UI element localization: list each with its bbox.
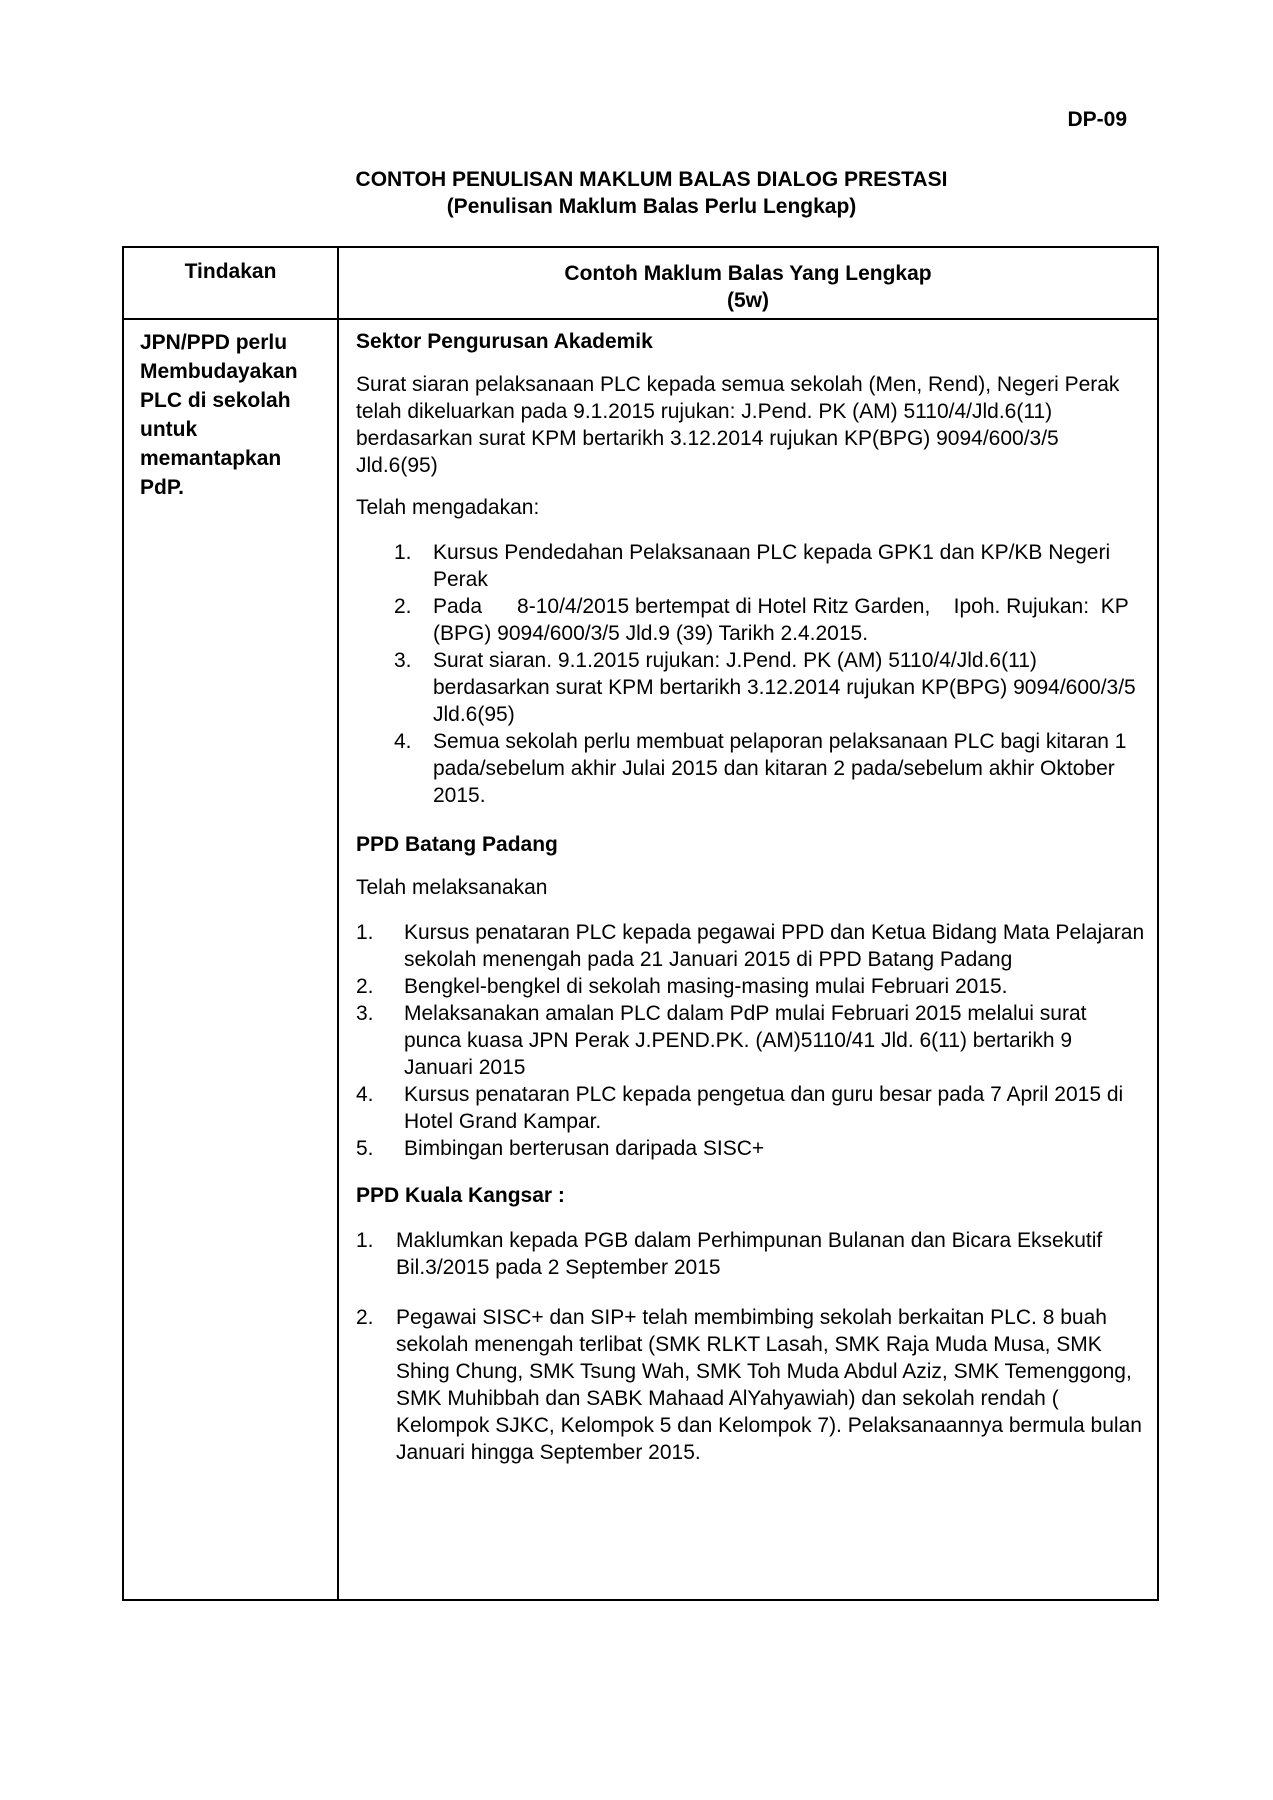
action-cell <box>140 328 330 502</box>
akademik-intro: Telah mengadakan: <box>356 496 540 519</box>
header-divider <box>124 318 1157 320</box>
document-code: DP-09 <box>1067 108 1127 131</box>
akademik-paragraph: Surat siaran pelaksanaan PLC kepada semua sekolah (Men, Rend), Negeri Perak telah dikeluarkan pada 9.1.2015 rujukan: J.Pend. PK (AM) 5110/4/Jld.6(11) berdasarkan surat KPM bertarikh 3.12.2014 rujukan KP(BPG) 9094/600/3/5 Jld.6(95) <box>356 373 1120 477</box>
list-item: 1. Maklumkan kepada PGB dalam Perhimpunan Bulanan dan Bicara Eksekutif Bil.3/2015 pada 2 September 2015 <box>356 1229 1103 1279</box>
header-contoh-maklum-balas <box>339 260 1157 314</box>
kuala-kangsar-list <box>356 1227 1146 1466</box>
action-line: untuk <box>140 418 198 441</box>
title-line-1: CONTOH PENULISAN MAKLUM BALAS DIALOG PRESTASI <box>355 168 948 191</box>
list-item: 3. Surat siaran. 9.1.2015 rujukan: J.Pend. PK (AM) 5110/4/Jld.6(11) berdasarkan surat KPM bertarikh 3.12.2014 rujukan KP(BPG) 9094/600/3/5 Jld.6(95) <box>394 649 1136 726</box>
header-right-line-1: Contoh Maklum Balas Yang Lengkap <box>564 262 932 285</box>
feedback-table <box>122 246 1159 1601</box>
section-title-akademik: Sektor Pengurusan Akademik <box>356 330 653 353</box>
list-item: 3. Melaksanakan amalan PLC dalam PdP mulai Februari 2015 melalui surat punca kuasa JPN Perak J.PEND.PK. (AM)5110/41 Jld. 6(11) bertarikh 9 Januari 2015 <box>356 1002 1087 1079</box>
action-line: PdP. <box>140 476 184 499</box>
list-item: 2. Pegawai SISC+ dan SIP+ telah membimbing sekolah berkaitan PLC. 8 buah sekolah menengah terlibat (SMK RLKT Lasah, SMK Raja Muda Musa, SMK Shing Chung, SMK Tsung Wah, SMK Toh Muda Abdul Aziz, SMK Temenggong, SMK Muhibbah dan SABK Mahaad AlYahyawiah) dan sekolah rendah ( Kelompok SJKC, Kelompok 5 dan Kelompok 7). Pelaksanaannya bermula bulan Januari hingga September 2015. <box>356 1306 1142 1464</box>
list-item: 1. Kursus Pendedahan Pelaksanaan PLC kepada GPK1 dan KP/KB Negeri Perak <box>394 541 1111 591</box>
title-line-2: (Penulisan Maklum Balas Perlu Lengkap) <box>446 195 857 218</box>
action-line: Membudayakan <box>140 360 298 383</box>
list-item: 4. Semua sekolah perlu membuat pelaporan pelaksanaan PLC bagi kitaran 1 pada/sebelum akhir Julai 2015 dan kitaran 2 pada/sebelum akhir Oktober 2015. <box>394 730 1127 807</box>
action-line: PLC di sekolah <box>140 389 291 412</box>
list-item: 5. Bimbingan berterusan daripada SISC+ <box>356 1137 765 1160</box>
header-tindakan: Tindakan <box>184 260 277 283</box>
action-line: memantapkan <box>140 447 282 470</box>
list-item: 2. Pada 8-10/4/2015 bertempat di Hotel Ritz Garden, Ipoh. Rujukan: KP (BPG) 9094/600/3/5 Jld.9 (39) Tarikh 2.4.2015. <box>394 595 1135 645</box>
list-item: 2. Bengkel-bengkel di sekolah masing-masing mulai Februari 2015. <box>356 975 1008 998</box>
akademik-list <box>356 539 1146 809</box>
list-item: 1. Kursus penataran PLC kepada pegawai PPD dan Ketua Bidang Mata Pelajaran sekolah menengah pada 21 Januari 2015 di PPD Batang Padang <box>356 921 1145 971</box>
batang-padang-intro: Telah melaksanakan <box>356 876 548 899</box>
batang-padang-list <box>356 919 1146 1162</box>
feedback-content-cell <box>356 328 1146 1466</box>
header-right-line-2: (5w) <box>727 289 769 312</box>
list-item: 4. Kursus penataran PLC kepada pengetua dan guru besar pada 7 April 2015 di Hotel Grand Kampar. <box>356 1083 1124 1133</box>
column-divider <box>337 248 339 1599</box>
section-title-kuala-kangsar: PPD Kuala Kangsar : <box>356 1184 565 1207</box>
section-title-batang-padang: PPD Batang Padang <box>356 833 558 856</box>
action-line: JPN/PPD perlu <box>140 331 288 354</box>
document-title <box>0 166 1273 220</box>
